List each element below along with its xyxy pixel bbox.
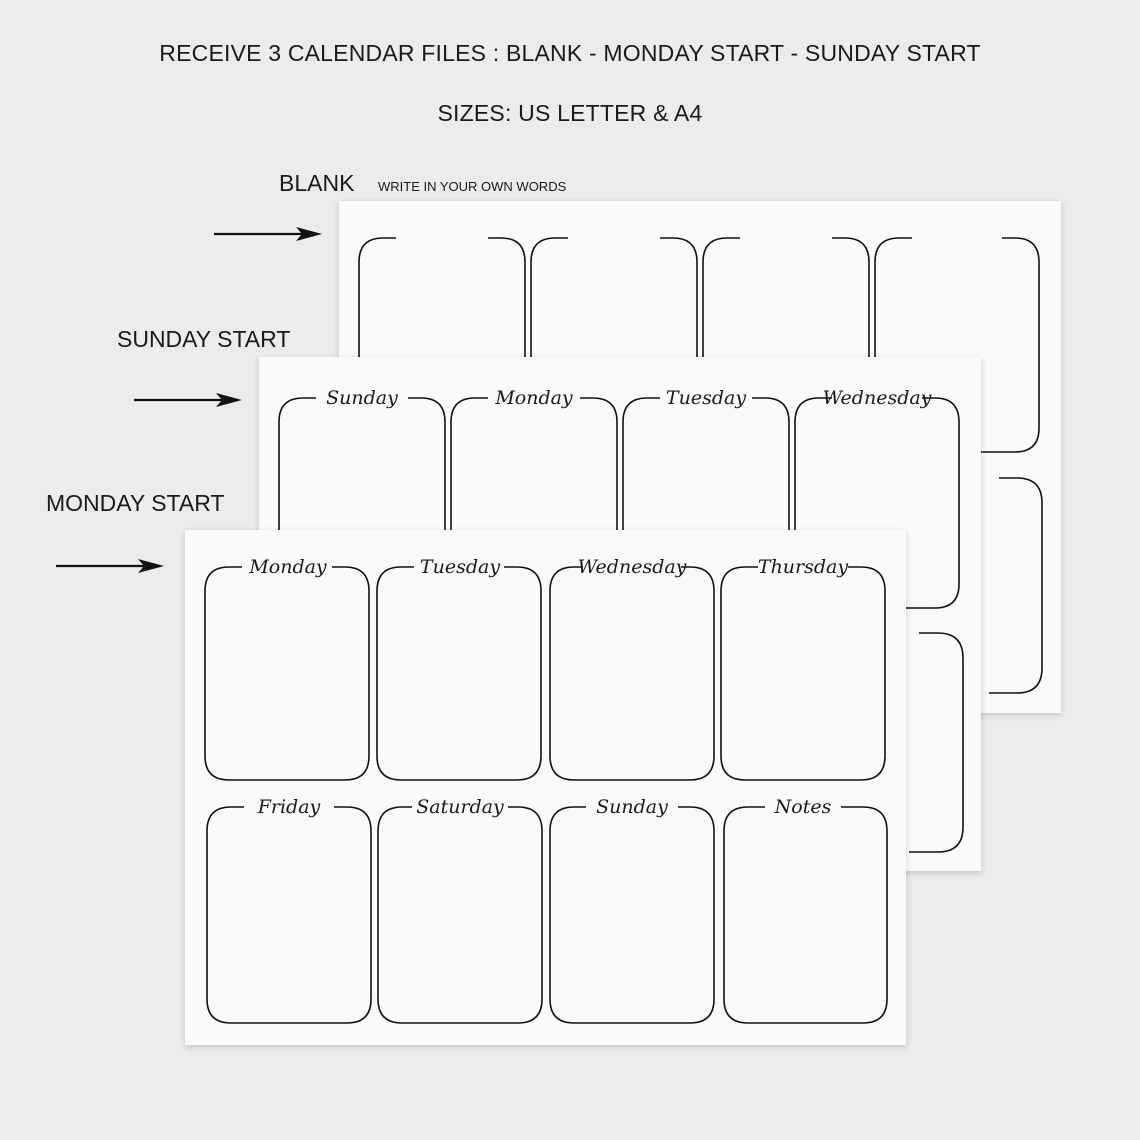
headline-files: RECEIVE 3 CALENDAR FILES : BLANK - MONDAY START - SUNDAY START — [159, 40, 981, 66]
day-box — [721, 567, 885, 780]
day-box — [550, 807, 714, 1023]
day-label-sunday: Sunday — [326, 387, 398, 409]
day-label-sunday: Sunday — [596, 796, 668, 818]
day-label-monday: Monday — [249, 556, 327, 578]
day-label-saturday: Saturday — [416, 796, 504, 818]
day-box — [205, 567, 369, 780]
day-box — [377, 567, 541, 780]
day-label-tuesday: Tuesday — [665, 387, 747, 409]
label-monday-start: MONDAY START — [46, 490, 225, 516]
day-label-tuesday: Tuesday — [419, 556, 501, 578]
arrow-right-icon — [132, 390, 244, 410]
label-sunday-start: SUNDAY START — [117, 326, 291, 352]
arrow-right-icon — [212, 224, 324, 244]
day-box — [378, 807, 542, 1023]
day-label-friday: Friday — [257, 796, 321, 818]
day-box — [550, 567, 714, 780]
day-box — [989, 478, 1042, 693]
monday-start-calendar-grid — [185, 530, 906, 1045]
day-label-wednesday: Wednesday — [822, 387, 932, 409]
day-label-monday: Monday — [495, 387, 573, 409]
arrow-right-icon — [54, 556, 166, 576]
label-blank: BLANK — [279, 170, 355, 196]
label-blank-note: WRITE IN YOUR OWN WORDS — [378, 179, 567, 194]
day-label-wednesday: Wednesday — [577, 556, 687, 578]
day-label-notes: Notes — [774, 796, 832, 818]
headline-sizes: SIZES: US LETTER & A4 — [437, 100, 703, 126]
day-box — [909, 633, 963, 852]
day-label-thursday: Thursday — [757, 556, 849, 578]
day-box — [207, 807, 371, 1023]
day-box — [724, 807, 887, 1023]
monday-start-calendar-sheet — [185, 530, 906, 1045]
